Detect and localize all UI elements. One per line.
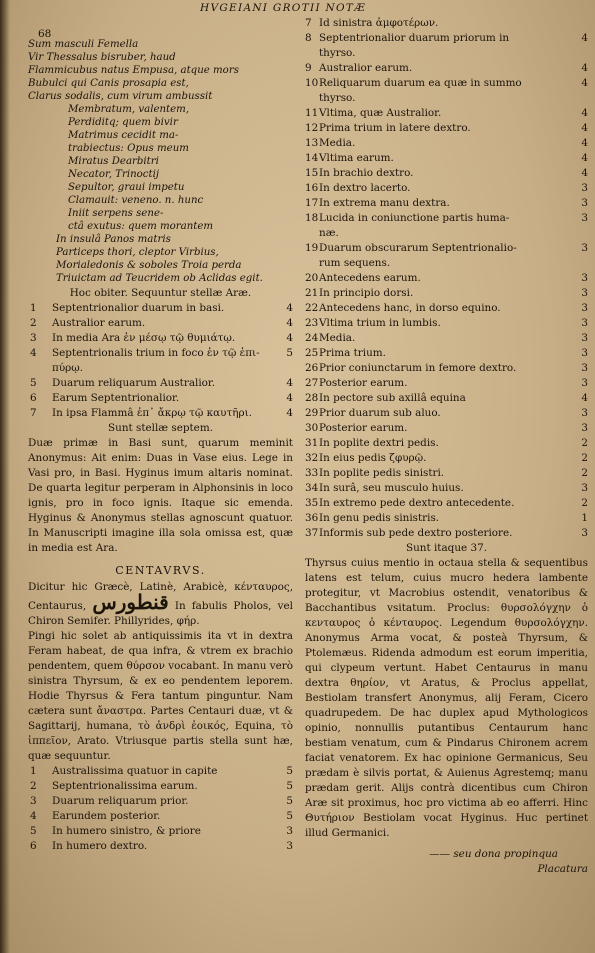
- star-description-continued: πύρῳ.: [52, 362, 84, 374]
- right-column: [305, 2, 588, 877]
- star-entry: [28, 764, 293, 779]
- star-entry: [305, 376, 588, 391]
- ara-commentary: Duæ primæ in Basi sunt, quarum meminit Anonymus: Ait enim: Duas in Vase eius. Lege in Vasi pro, in Basi. Hyginus imum altaris nominat. De quarta legitur perperam in Alphonsinis in loco ignis, pro in foco ignis. Itaque sic emenda. Hyginus & Anonymus stellas agnoscunt quatuor. In Manuscripti imagine illa sola omissa est, quæ in media est Ara.: [28, 437, 293, 554]
- star-description: Duarum reliquarum Australior.: [52, 377, 216, 389]
- star-description: In extremo pede dextro antecedente.: [319, 497, 515, 509]
- star-entry: [28, 809, 293, 824]
- star-entry: [28, 824, 293, 839]
- star-description: Septentrionalior duarum priorum in: [319, 32, 510, 44]
- star-description: Prima trium in latere dextro.: [319, 122, 471, 134]
- star-description: In pectore sub axillâ equina: [319, 392, 466, 404]
- star-magnitude: 5: [286, 765, 293, 777]
- star-magnitude: 3: [581, 422, 588, 434]
- star-description: Septentrionalis trium in foco ἐν τῷ ἐπι-: [52, 347, 260, 359]
- star-magnitude: 3: [581, 332, 588, 344]
- star-magnitude: 4: [581, 107, 588, 119]
- star-number: 28: [305, 392, 319, 404]
- star-magnitude: 3: [581, 242, 588, 254]
- star-description: In ipsa Flammâ ἐπ᾽ ἄκρῳ τῷ καυτῆρι.: [52, 407, 252, 419]
- star-number: 35: [305, 497, 319, 509]
- star-description: Vltima, quæ Australior.: [319, 107, 442, 119]
- page-number: 68: [38, 28, 52, 40]
- star-description: In dextro lacerto.: [319, 182, 411, 194]
- star-number: 11: [305, 107, 319, 119]
- star-description: Posterior earum.: [319, 377, 408, 389]
- star-number: 7: [305, 17, 312, 29]
- star-magnitude: 4: [286, 407, 293, 419]
- sunt-septem: Sunt stellæ septem.: [108, 422, 213, 434]
- poem-line: Clarus sodalis, cum virum ambussit: [28, 91, 213, 102]
- star-magnitude: 4: [581, 167, 588, 179]
- star-magnitude: 2: [581, 437, 588, 449]
- star-description: Informis sub pede dextro posteriore.: [319, 527, 513, 539]
- centaurus-commentary: Pingi hic solet ab antiquissimis ita vt in dextra Feram habeat, de qua infra, & vtrem ex brachio pendentem, quem θύρσον vocabant. In manu verò sinistra Thyrsum, & ex eo pendentem leporem. Hodie Thyrsus & Fera tantum pinguntur. Nam cætera sunt ἄναστρα. Partes Centauri duæ, vt & Sagittarij, humana, τὸ ἀνδρὶ ἐοικός, Equina, τὸ ἱππεῖον, Arato. Vtriusque partis stella sunt hæ, quæ sequuntur.: [28, 630, 293, 762]
- centaurus-title: CENTAVRVS.: [115, 564, 206, 577]
- star-number: 19: [305, 242, 319, 254]
- star-number: 3: [30, 795, 37, 807]
- star-number: 32: [305, 452, 319, 464]
- star-number: 1: [30, 765, 37, 777]
- star-magnitude: 4: [286, 332, 293, 344]
- star-description: In humero sinistro, & priore: [52, 825, 201, 837]
- star-entry: [305, 436, 588, 451]
- star-description: In extrema manu dextra.: [319, 197, 450, 209]
- ara-star-list: [28, 301, 293, 421]
- star-number: 27: [305, 377, 319, 389]
- star-magnitude: 3: [581, 287, 588, 299]
- star-description: In humero dextro.: [52, 840, 148, 852]
- star-magnitude: 4: [286, 317, 293, 329]
- star-entry: [305, 121, 588, 136]
- star-number: 9: [305, 62, 312, 74]
- poem-line: Vir Thessalus bisruber, haud: [28, 52, 176, 63]
- star-description-continued: næ.: [319, 227, 339, 239]
- star-entry: [305, 16, 588, 31]
- poem-line: Sepultor, graui impetu: [68, 182, 185, 193]
- star-number: 7: [30, 407, 37, 419]
- star-magnitude: 3: [581, 482, 588, 494]
- star-number: 17: [305, 197, 319, 209]
- star-description: Reliquarum duarum ea quæ in summo: [319, 77, 522, 89]
- star-entry: [305, 451, 588, 466]
- star-magnitude: 5: [286, 795, 293, 807]
- poem-line: Clamauit: veneno. n. hunc: [68, 195, 204, 206]
- star-description: In poplite dextri pedis.: [319, 437, 439, 449]
- star-number: 36: [305, 512, 319, 524]
- star-description: In eius pedis ζφυρῷ.: [319, 452, 427, 464]
- poem-line: Iniit serpens sene-: [68, 208, 164, 219]
- star-magnitude: 4: [286, 377, 293, 389]
- star-magnitude: 4: [581, 392, 588, 404]
- poem-line: In insulâ Panos matris: [56, 234, 171, 245]
- star-number: 1: [30, 302, 37, 314]
- star-magnitude: 2: [581, 452, 588, 464]
- star-number: 8: [305, 32, 312, 44]
- star-entry: [305, 106, 588, 121]
- star-number: 5: [30, 825, 37, 837]
- star-entry: [28, 779, 293, 794]
- star-entry: [305, 496, 588, 511]
- star-description-continued: rum sequens.: [319, 257, 391, 269]
- star-number: 34: [305, 482, 319, 494]
- star-magnitude: 3: [581, 272, 588, 284]
- star-entry: [305, 286, 588, 301]
- centaurus-intro-line2: In fabulis Pholos, vel Chiron Semifer. Phillyrides, φήρ.: [28, 600, 293, 627]
- star-entry: [28, 301, 293, 316]
- star-description: Vltima trium in lumbis.: [319, 317, 441, 329]
- star-entry: [305, 391, 588, 406]
- star-number: 37: [305, 527, 319, 539]
- catchword: Placatura: [537, 863, 588, 875]
- star-entry: [28, 331, 293, 346]
- star-number: 20: [305, 272, 319, 284]
- star-magnitude: 3: [286, 840, 293, 852]
- star-entry: [28, 794, 293, 809]
- star-magnitude: 3: [581, 197, 588, 209]
- star-description: Vltima earum.: [319, 152, 394, 164]
- star-entry: [305, 166, 588, 181]
- star-description: Duarum obscurarum Septentrionalio-: [319, 242, 517, 254]
- star-description: Media.: [319, 137, 356, 149]
- star-number: 30: [305, 422, 319, 434]
- star-description-continued: thyrso.: [319, 47, 356, 59]
- star-magnitude: 3: [581, 182, 588, 194]
- star-entry: [305, 76, 588, 106]
- star-description: Earum Septentrionalior.: [52, 392, 180, 404]
- star-magnitude: 4: [581, 137, 588, 149]
- star-number: 33: [305, 467, 319, 479]
- poem-line: Bubulci qui Canis prosapia est,: [28, 78, 189, 89]
- poem-line: Triuictam ad Teucridem ob Aclidas egit.: [56, 273, 263, 284]
- star-entry: [305, 481, 588, 496]
- star-magnitude: 3: [581, 317, 588, 329]
- poem-line: Flammicubus natus Empusa, atque mors: [28, 65, 239, 76]
- star-description: Australissima quatuor in capite: [52, 765, 218, 777]
- star-description-continued: thyrso.: [319, 92, 356, 104]
- star-number: 3: [30, 332, 37, 344]
- hoc-obiter: Hoc obiter. Sequuntur stellæ Aræ.: [69, 287, 252, 299]
- star-magnitude: 3: [581, 212, 588, 224]
- star-entry: [305, 406, 588, 421]
- star-magnitude: 4: [581, 77, 588, 89]
- star-entry: [28, 316, 293, 331]
- star-magnitude: 4: [286, 302, 293, 314]
- star-entry: [28, 346, 293, 376]
- star-entry: [305, 331, 588, 346]
- star-description: Antecedens hanc, in dorso equino.: [319, 302, 501, 314]
- star-magnitude: 4: [581, 62, 588, 74]
- star-description: Lucida in coniunctione partis huma-: [319, 212, 510, 224]
- star-entry: [305, 346, 588, 361]
- star-description: Id sinistra ἀμφοτέρων.: [319, 17, 439, 29]
- star-description: Prior coniunctarum in femore dextro.: [319, 362, 517, 374]
- star-number: 14: [305, 152, 319, 164]
- quote-line: —— seu dona propinqua: [429, 848, 558, 860]
- thyrsus-commentary: Thyrsus cuius mentio in octaua stella & sequentibus latens est telum, cuius mucro hedera lambente protegitur, vt Macrobius ostendit, venatoribus & Bacchantibus vsitatum. Proclus: θυρσολόγχην ὁ κενταυρος ὁ κένταυρος. Legendum θυρσολόγχην. Anonymus Arma vocat, & posteà Thyrsum, & Ptolemæus. Ridenda admodum est eorum imperitia, qui clypeum vertunt. Habet Centaurus in manu dextra θηρίον, vt Aratus, & Proclus appellat, Bestiolam transfert Anonymus, alij Feram, Cicero quadrupedem. De hac duplex apud Mythologicos opinio, nonnullis putantibus Centaurum hanc bestiam venatum, cum & Pindarus Chironem acrem faciat venatorem. Ex hac opinione Germanicus, Seu prædam è silvis portat, & Auienus Agrestemq; manu prædam gerit. Alijs contrà dicentibus cum Chiron Aræ sit proximus, hoc pro victima ab eo afferri. Hinc Θυτήριον Bestiolam vocat Hyginus. Huc pertinet illud Germanici.: [305, 557, 588, 839]
- centaurus-intro-line1: Dicitur hic Græcè, Latinè, Arabicè, κένταυρος, Centaurus,: [28, 581, 293, 612]
- centaurus-star-list: [28, 764, 293, 854]
- star-magnitude: 4: [581, 122, 588, 134]
- star-magnitude: 3: [581, 377, 588, 389]
- star-entry: [28, 406, 293, 421]
- star-entry: [305, 181, 588, 196]
- sunt-itaque: Sunt itaque 37.: [406, 542, 487, 554]
- star-entry: [305, 511, 588, 526]
- star-number: 23: [305, 317, 319, 329]
- star-magnitude: 3: [581, 347, 588, 359]
- star-magnitude: 2: [581, 497, 588, 509]
- star-entry: [305, 526, 588, 541]
- star-number: 31: [305, 437, 319, 449]
- star-number: 4: [30, 810, 37, 822]
- star-entry: [305, 196, 588, 211]
- centaurus-intro: [28, 580, 293, 629]
- star-number: 21: [305, 287, 319, 299]
- star-description: In poplite pedis sinistri.: [319, 467, 445, 479]
- star-magnitude: 5: [286, 810, 293, 822]
- star-number: 22: [305, 302, 319, 314]
- star-entry: [28, 839, 293, 854]
- star-number: 12: [305, 122, 319, 134]
- star-description: In brachio dextro.: [319, 167, 414, 179]
- star-number: 6: [30, 392, 37, 404]
- poem-line: Sum masculi Femella: [28, 39, 139, 50]
- star-number: 29: [305, 407, 319, 419]
- poem-line: Miratus Dearbitri: [68, 156, 159, 167]
- centaurus-star-list-continued: [305, 16, 588, 541]
- star-description: Septentrionalior duarum in basi.: [52, 302, 225, 314]
- star-entry: [305, 151, 588, 166]
- star-entry: [305, 136, 588, 151]
- star-number: 24: [305, 332, 319, 344]
- star-entry: [305, 211, 588, 241]
- star-number: 26: [305, 362, 319, 374]
- star-entry: [305, 241, 588, 271]
- star-entry: [305, 421, 588, 436]
- star-number: 25: [305, 347, 319, 359]
- star-magnitude: 4: [286, 392, 293, 404]
- poem-block: [28, 38, 293, 285]
- star-description: Media.: [319, 332, 356, 344]
- star-number: 13: [305, 137, 319, 149]
- poem-line: Matrimus cecidit ma-: [68, 130, 179, 141]
- star-number: 10: [305, 77, 319, 89]
- star-number: 2: [30, 317, 37, 329]
- star-magnitude: 3: [286, 825, 293, 837]
- star-magnitude: 3: [581, 407, 588, 419]
- poem-line: trabiectus: Opus meum: [68, 143, 189, 154]
- star-description: Prima trium.: [319, 347, 386, 359]
- poem-line: Morialedonis & soboles Troia perda: [56, 260, 242, 271]
- star-description: Posterior earum.: [319, 422, 408, 434]
- star-entry: [305, 466, 588, 481]
- star-magnitude: 3: [581, 527, 588, 539]
- star-entry: [28, 391, 293, 406]
- star-number: 15: [305, 167, 319, 179]
- star-entry: [28, 376, 293, 391]
- star-description: Septentrionalissima earum.: [52, 780, 198, 792]
- star-number: 4: [30, 347, 37, 359]
- arabic-name: قنطورس: [92, 590, 169, 614]
- star-entry: [305, 61, 588, 76]
- star-entry: [305, 361, 588, 376]
- star-description: In media Ara ἐν μέσῳ τῷ θυμιάτῳ.: [52, 332, 236, 344]
- star-description: In genu pedis sinistris.: [319, 512, 440, 524]
- star-entry: [305, 271, 588, 286]
- star-magnitude: 5: [286, 347, 293, 359]
- star-magnitude: 2: [581, 467, 588, 479]
- star-description: Earundem posterior.: [52, 810, 161, 822]
- binding-shadow: [0, 0, 10, 953]
- star-description: Antecedens earum.: [319, 272, 421, 284]
- star-description: Australior earum.: [319, 62, 413, 74]
- running-title: HVGEIANI GROTII NOTÆ: [200, 2, 367, 14]
- star-magnitude: 3: [581, 362, 588, 374]
- left-column: [28, 38, 293, 854]
- star-description: In surâ, seu musculo huius.: [319, 482, 464, 494]
- star-magnitude: 4: [581, 152, 588, 164]
- star-magnitude: 1: [581, 512, 588, 524]
- star-magnitude: 3: [581, 302, 588, 314]
- star-number: 6: [30, 840, 37, 852]
- star-number: 5: [30, 377, 37, 389]
- star-magnitude: 4: [581, 32, 588, 44]
- poem-line: Necator, Trinoctij: [68, 169, 160, 180]
- star-entry: [305, 31, 588, 61]
- star-description: In principio dorsi.: [319, 287, 414, 299]
- star-number: 18: [305, 212, 319, 224]
- star-number: 2: [30, 780, 37, 792]
- star-description: Duarum reliquarum prior.: [52, 795, 189, 807]
- poem-line: ctâ exutus: quem morantem: [68, 221, 214, 232]
- poem-line: Membratum, valentem,: [68, 104, 190, 115]
- star-magnitude: 5: [286, 780, 293, 792]
- star-description: Prior duarum sub aluo.: [319, 407, 441, 419]
- star-entry: [305, 301, 588, 316]
- poem-line: Particeps thori, cleptor Virbius,: [56, 247, 219, 258]
- poem-line: Perdiditq; quem bivir: [68, 117, 178, 128]
- star-description: Australior earum.: [52, 317, 146, 329]
- star-entry: [305, 316, 588, 331]
- star-number: 16: [305, 182, 319, 194]
